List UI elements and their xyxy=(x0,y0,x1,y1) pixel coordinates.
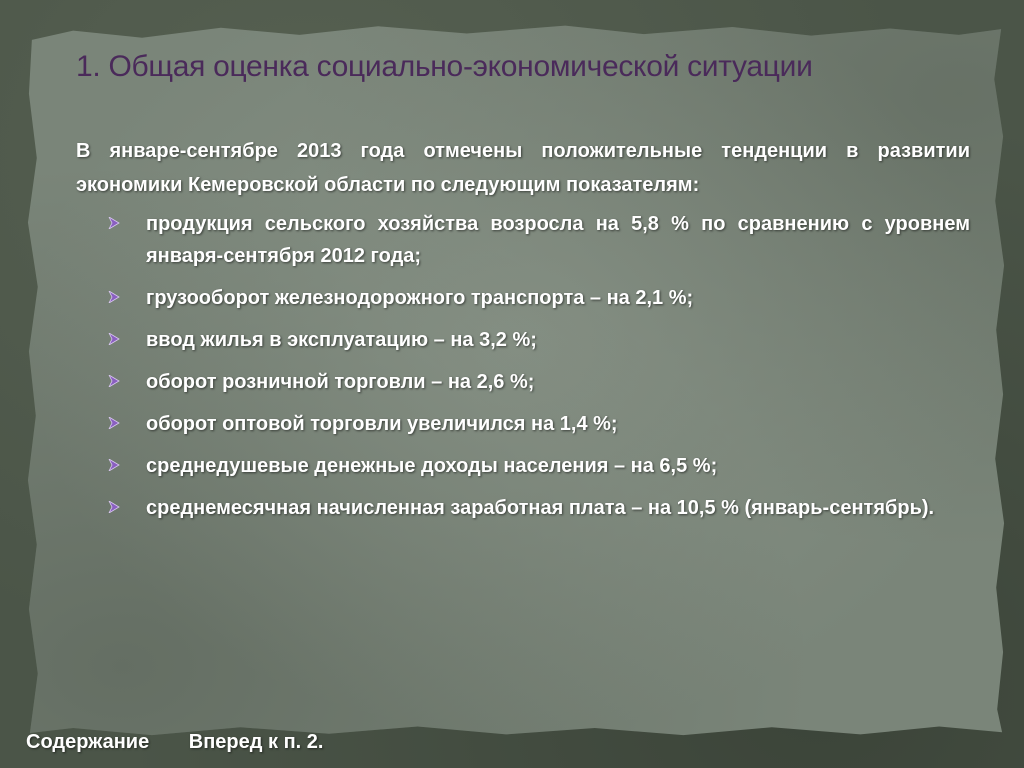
indicator-list xyxy=(76,208,970,524)
list-item xyxy=(76,282,970,314)
list-item xyxy=(76,450,970,482)
list-item-text: грузооборот железнодорожного транспорта – на 2,1 %; xyxy=(146,287,694,309)
next-section-link[interactable]: Вперед к п. 2. xyxy=(188,731,324,753)
list-item xyxy=(76,408,970,440)
slide-content xyxy=(76,134,970,534)
slide-title: 1. Общая оценка социально-экономической ситуации xyxy=(76,50,813,83)
list-item-text: оборот оптовой торговли увеличился на 1,4 %; xyxy=(146,413,618,435)
list-item xyxy=(76,208,970,272)
list-item-text: среднедушевые денежные доходы населения – на 6,5 %; xyxy=(146,455,718,477)
contents-link[interactable]: Содержание xyxy=(26,731,150,753)
arrow-bullet-icon xyxy=(108,375,120,387)
list-item xyxy=(76,366,970,398)
list-item-text: продукция сельского хозяйства возросла на 5,8 % по сравнению с уровнем января-сентября 2012 года; xyxy=(146,213,970,267)
arrow-bullet-icon xyxy=(108,291,120,303)
list-item xyxy=(76,324,970,356)
list-item xyxy=(76,492,970,524)
arrow-bullet-icon xyxy=(108,417,120,429)
intro-paragraph: В январе-сентябре 2013 года отмечены положительные тенденции в развитии экономики Кемеровской области по следующим показателям: xyxy=(76,140,970,196)
list-item-text: оборот розничной торговли – на 2,6 %; xyxy=(146,371,535,393)
arrow-bullet-icon xyxy=(108,217,120,229)
list-item-text: ввод жилья в эксплуатацию – на 3,2 %; xyxy=(146,329,537,351)
arrow-bullet-icon xyxy=(108,459,120,471)
arrow-bullet-icon xyxy=(108,501,120,513)
footer-nav xyxy=(26,731,357,754)
list-item-text: среднемесячная начисленная заработная плата – на 10,5 % (январь-сентябрь). xyxy=(146,497,935,519)
arrow-bullet-icon xyxy=(108,333,120,345)
